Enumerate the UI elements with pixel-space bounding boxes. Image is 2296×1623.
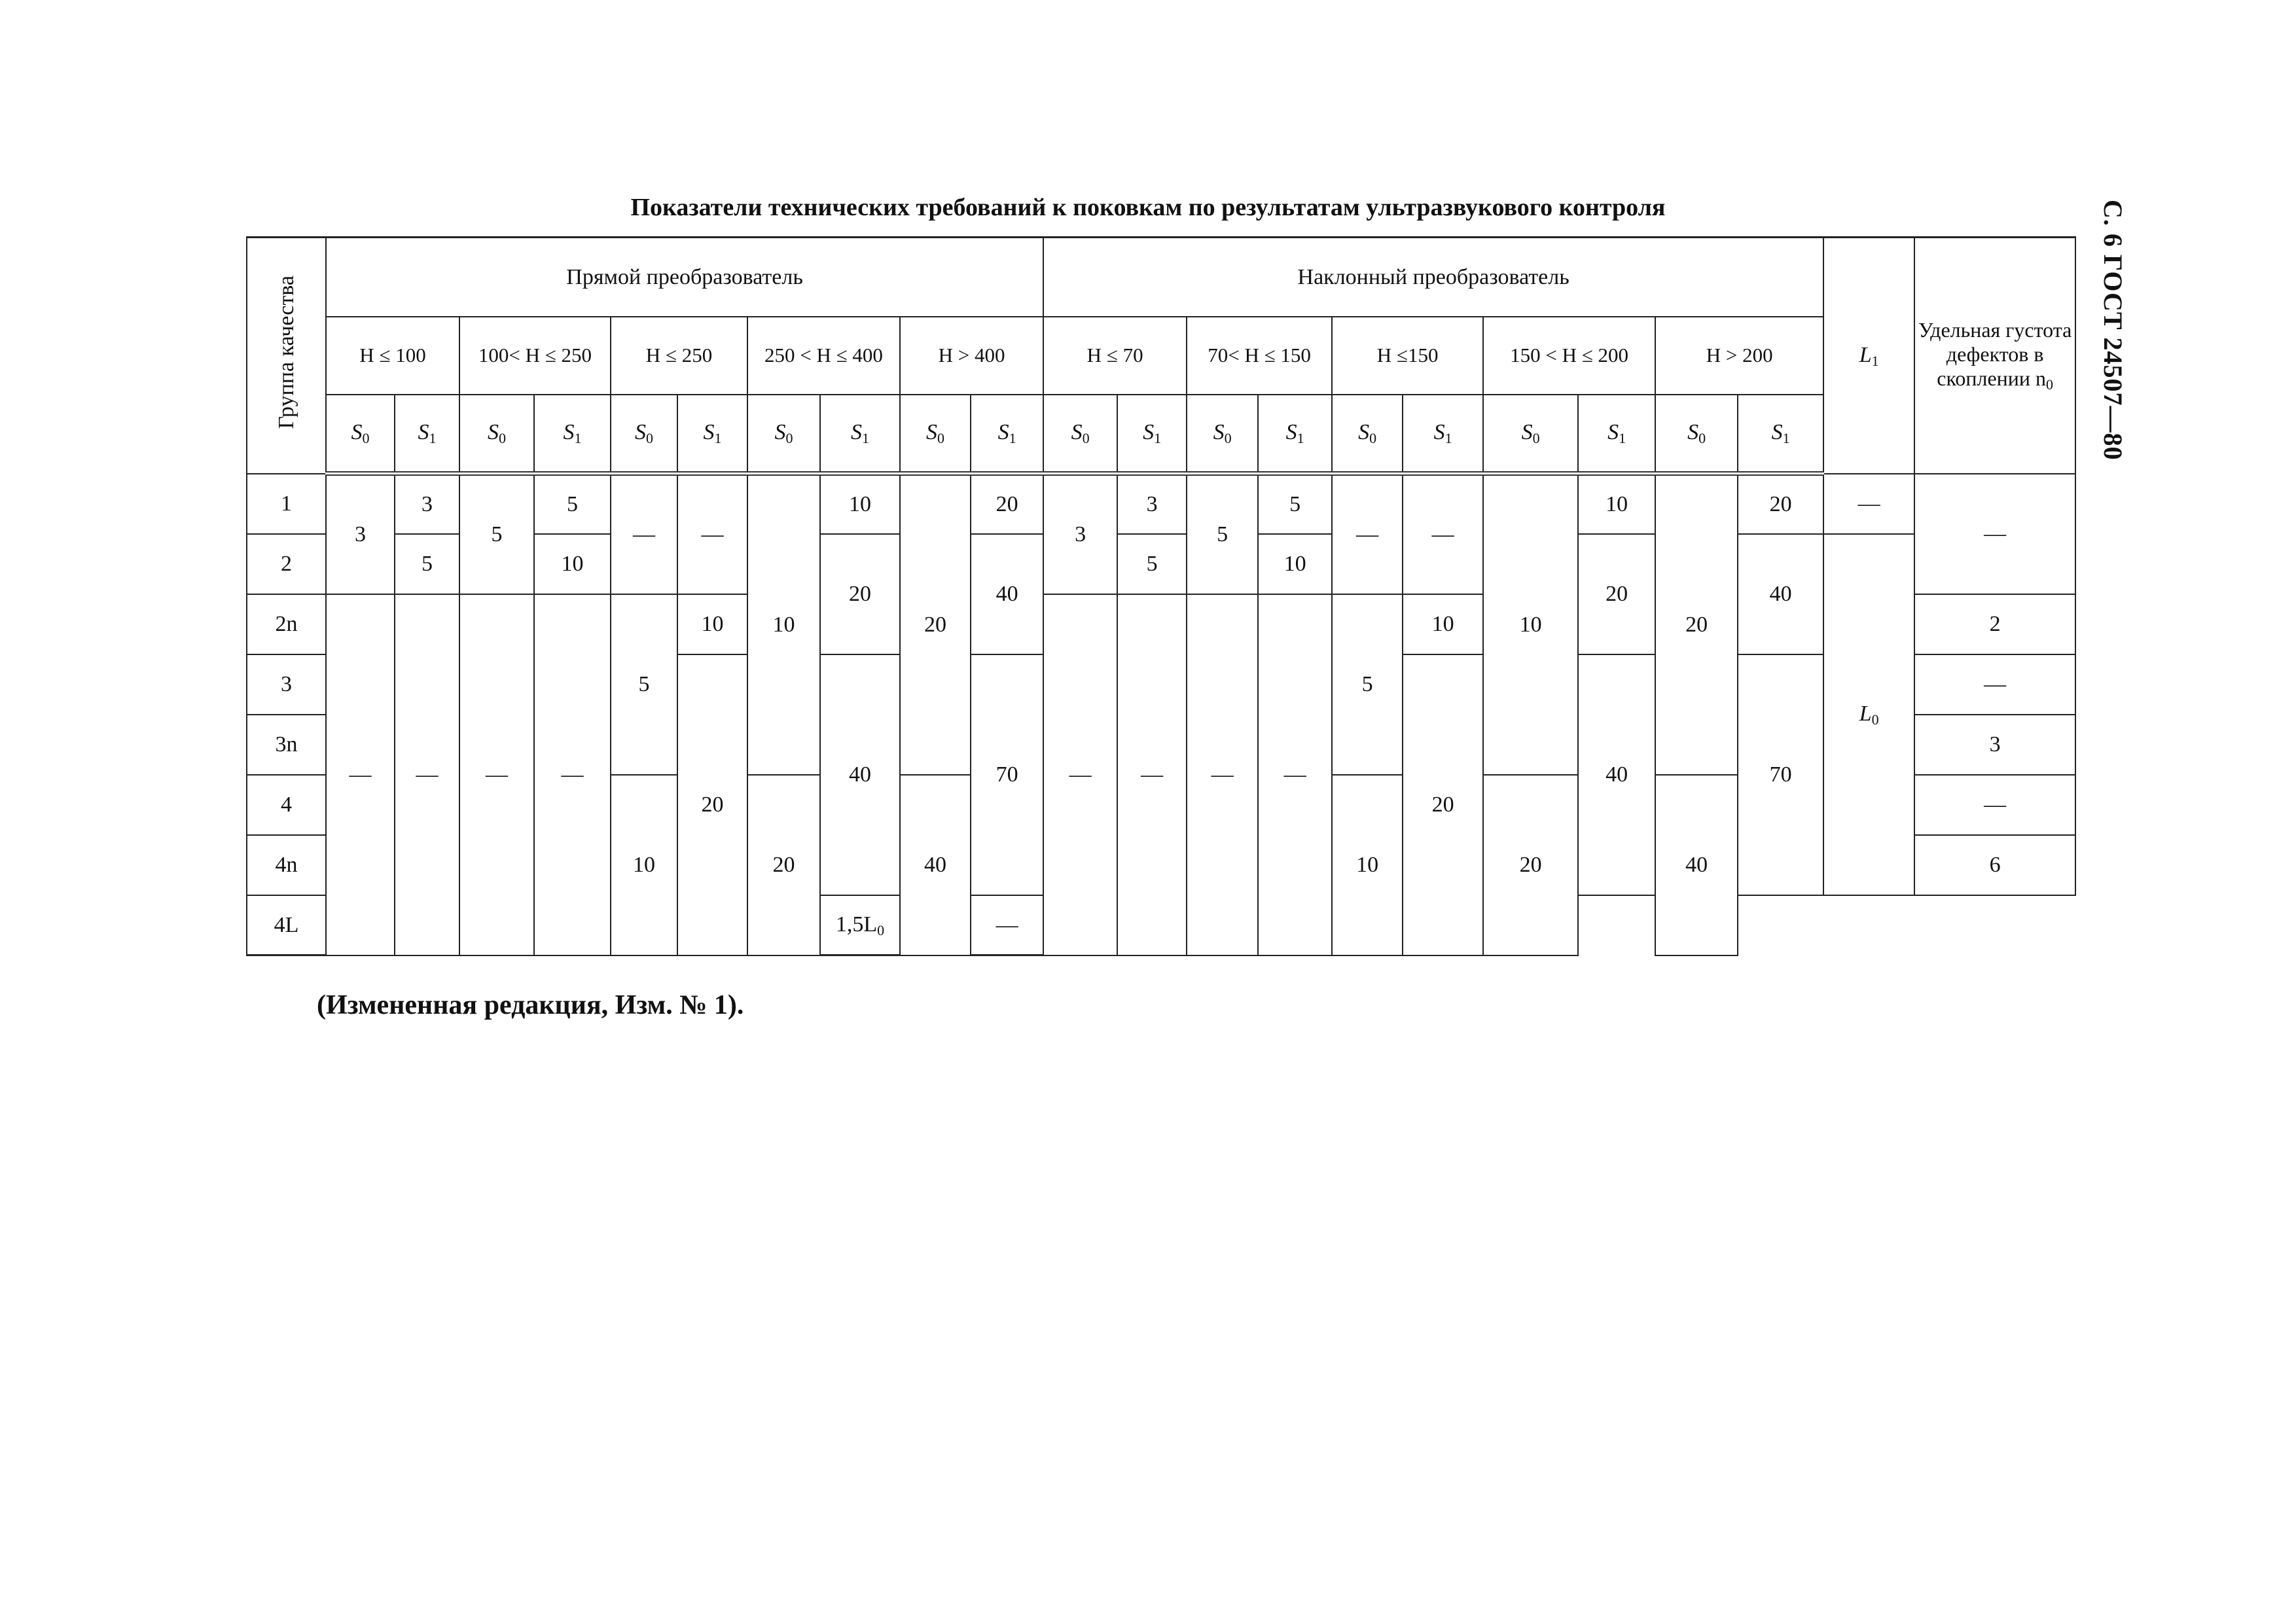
page-header: С. 6 ГОСТ 24507—80 bbox=[2098, 200, 2128, 461]
value-cell: 10 bbox=[1578, 474, 1655, 534]
s0-header: $S_0$ bbox=[459, 395, 534, 474]
value-cell: 10 bbox=[1403, 594, 1483, 654]
value-cell: 20 bbox=[971, 474, 1043, 534]
value-cell: — bbox=[1117, 594, 1187, 955]
s0-header: $S_0$ bbox=[1043, 395, 1117, 474]
group-cell: 4 bbox=[247, 775, 326, 835]
value-cell: — bbox=[326, 594, 395, 955]
s0-header: $S_0$ bbox=[747, 395, 820, 474]
range-inclined-1: H ≤ 70 bbox=[1043, 317, 1187, 395]
value-cell: 20 bbox=[820, 534, 900, 654]
direct-transducer-header: Прямой преобразователь bbox=[326, 238, 1043, 317]
s0-header: $S_0$ bbox=[1483, 395, 1578, 474]
s0-header: $S_0$ bbox=[1655, 395, 1738, 474]
value-cell: 5 bbox=[1187, 474, 1258, 594]
range-direct-3: H ≤ 250 bbox=[611, 317, 747, 395]
s0-header: $S_0$ bbox=[1187, 395, 1258, 474]
value-cell: 20 bbox=[1655, 474, 1738, 775]
range-inclined-3: H ≤150 bbox=[1332, 317, 1483, 395]
density-cell: 2 bbox=[1914, 594, 2075, 654]
range-direct-1: H ≤ 100 bbox=[326, 317, 459, 395]
group-cell: 2 bbox=[247, 534, 326, 594]
amendment-note: (Измененная редакция, Изм. № 1). bbox=[317, 990, 744, 1020]
s1-header: $S_1$ bbox=[1117, 395, 1187, 474]
value-cell: 10 bbox=[1332, 775, 1403, 955]
value-cell: 20 bbox=[747, 775, 820, 955]
density-cell: — bbox=[1914, 775, 2075, 835]
value-cell: 70 bbox=[1738, 654, 1823, 895]
l1-cell: $L_0$ bbox=[1823, 534, 1914, 895]
value-cell: 5 bbox=[1258, 474, 1332, 534]
group-cell: 3 bbox=[247, 654, 326, 715]
range-inclined-2: 70< H ≤ 150 bbox=[1187, 317, 1332, 395]
group-cell: 2n bbox=[247, 594, 326, 654]
range-inclined-5: H > 200 bbox=[1655, 317, 1823, 395]
value-cell: 10 bbox=[534, 534, 611, 594]
s0-header: $S_0$ bbox=[1332, 395, 1403, 474]
value-cell: 5 bbox=[459, 474, 534, 594]
value-cell: 5 bbox=[1332, 594, 1403, 775]
l1-cell: $1,5L_0$ bbox=[820, 895, 900, 955]
s1-header: $S_1$ bbox=[534, 395, 611, 474]
group-cell: 4L bbox=[247, 895, 326, 955]
value-cell: 10 bbox=[1483, 474, 1578, 775]
value-cell: 20 bbox=[1403, 654, 1483, 955]
density-cell: — bbox=[1914, 654, 2075, 715]
s0-header: $S_0$ bbox=[900, 395, 971, 474]
range-direct-2: 100< H ≤ 250 bbox=[459, 317, 611, 395]
s1-header: $S_1$ bbox=[971, 395, 1043, 474]
range-inclined-4: 150 < H ≤ 200 bbox=[1483, 317, 1655, 395]
value-cell: 10 bbox=[611, 775, 677, 955]
value-cell: 10 bbox=[1258, 534, 1332, 594]
s0-header: $S_0$ bbox=[611, 395, 677, 474]
s1-header: $S_1$ bbox=[395, 395, 459, 474]
s1-header: $S_1$ bbox=[677, 395, 747, 474]
l1-header: $L_1$ bbox=[1823, 238, 1914, 474]
value-cell: 3 bbox=[1117, 474, 1187, 534]
range-direct-5: H > 400 bbox=[900, 317, 1043, 395]
value-cell: 5 bbox=[395, 534, 459, 594]
value-cell: 3 bbox=[395, 474, 459, 534]
l1-cell: — bbox=[1823, 474, 1914, 534]
value-cell: 5 bbox=[534, 474, 611, 534]
value-cell: 20 bbox=[900, 474, 971, 775]
value-cell: 5 bbox=[611, 594, 677, 775]
value-cell: 3 bbox=[1043, 474, 1117, 594]
value-cell: 10 bbox=[747, 474, 820, 775]
value-cell: 20 bbox=[1578, 534, 1655, 654]
value-cell: — bbox=[1187, 594, 1258, 955]
value-cell: 20 bbox=[677, 654, 747, 955]
s1-header: $S_1$ bbox=[820, 395, 900, 474]
value-cell: 70 bbox=[971, 654, 1043, 895]
group-cell: 3n bbox=[247, 715, 326, 775]
group-header: Группа качества bbox=[247, 238, 326, 474]
value-cell: 40 bbox=[820, 654, 900, 895]
value-cell: — bbox=[677, 474, 747, 594]
value-cell: — bbox=[1332, 474, 1403, 594]
density-cell: — bbox=[971, 895, 1043, 955]
value-cell: 10 bbox=[677, 594, 747, 654]
value-cell: 20 bbox=[1483, 775, 1578, 955]
table-title: Показатели технических требований к поковкам по результатам ультразвукового контроля bbox=[630, 194, 1666, 221]
value-cell: — bbox=[1043, 594, 1117, 955]
value-cell: — bbox=[1403, 474, 1483, 594]
s1-header: $S_1$ bbox=[1738, 395, 1823, 474]
density-cell: — bbox=[1914, 474, 2075, 594]
s1-header: $S_1$ bbox=[1258, 395, 1332, 474]
value-cell: 40 bbox=[1738, 534, 1823, 654]
value-cell: — bbox=[611, 474, 677, 594]
s0-header: $S_0$ bbox=[326, 395, 395, 474]
range-direct-4: 250 < H ≤ 400 bbox=[747, 317, 900, 395]
density-cell: 6 bbox=[1914, 835, 2075, 895]
group-cell: 1 bbox=[247, 474, 326, 534]
value-cell: 10 bbox=[820, 474, 900, 534]
value-cell: — bbox=[1258, 594, 1332, 955]
value-cell: 40 bbox=[900, 775, 971, 955]
value-cell: 40 bbox=[1655, 775, 1738, 955]
value-cell: — bbox=[534, 594, 611, 955]
density-header: Удельная густота дефектов в скоплении $n_0$ bbox=[1914, 238, 2075, 474]
value-cell: 40 bbox=[1578, 654, 1655, 895]
value-cell: — bbox=[459, 594, 534, 955]
s1-header: $S_1$ bbox=[1403, 395, 1483, 474]
requirements-table bbox=[246, 236, 2076, 956]
density-cell: 3 bbox=[1914, 715, 2075, 775]
value-cell: — bbox=[395, 594, 459, 955]
value-cell: 5 bbox=[1117, 534, 1187, 594]
value-cell: 3 bbox=[326, 474, 395, 594]
group-cell: 4n bbox=[247, 835, 326, 895]
s1-header: $S_1$ bbox=[1578, 395, 1655, 474]
value-cell: 20 bbox=[1738, 474, 1823, 534]
inclined-transducer-header: Наклонный преобразователь bbox=[1043, 238, 1823, 317]
value-cell: 40 bbox=[971, 534, 1043, 654]
